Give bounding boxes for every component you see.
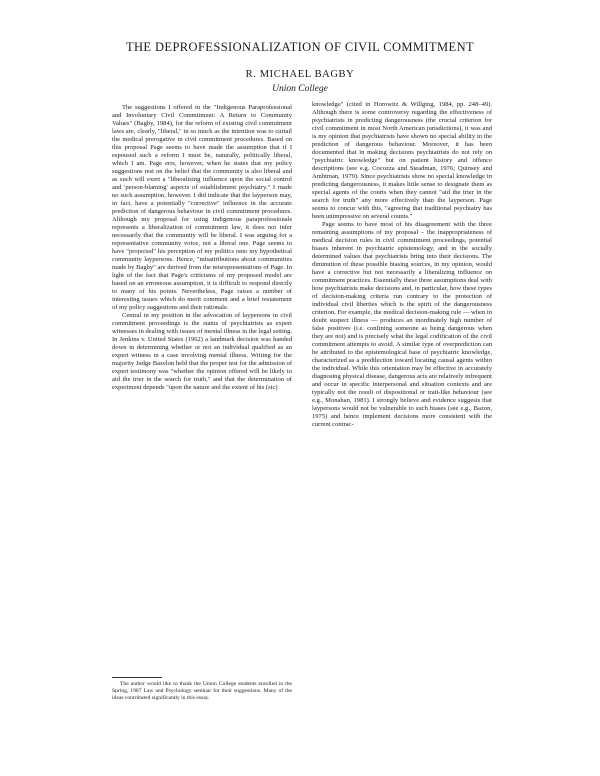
footnote-text: The author would like to thank the Union College students enrolled in the Spring, 1987 Law and Psychology seminar for their suggestions. Many of the ideas contributed significantly in this essay. (112, 681, 292, 701)
paragraph: The suggestions I offered in the "Indigenous Paraprofessional and Involuntary Civil Commitment: A Return to Community Values" (Bagby, 1984), for the reform of existing civil commitment laws are, clearly, "liberal," in so much as the intention was to curtail the medical prerogative in civil commitment procedures. Based on this proposal Page seems to have made the assumption that if I espoused such a reform I must be, naturally, politically liberal, which I am. Page errs, however, when he states that my policy suggestions rest on the belief that the community is also liberal and as such will exert a "liberalizing influence upon the social control and 'person-blaming' aspects of establishment psychiatry." I made no such assumption, however. I did indicate that the layperson may, in fact, have a potentially "corrective" influence in the accurate prediction of dangerous behaviour in civil commitment procedures. Although my proposal for using indigenous paraprofessionals represents a liberalization of commitment law, it does not infer necessarily that the community will be liberal. I was arguing for a representative community voice, not a liberal one. Page seems to have "projected" his perception of my politics onto my hypothetical community laypersons. Hence, "misattributions about communities made by Bagby" are derived from the misrepresentations of Page. In light of the fact that Page's criticisms of my proposed model are based on an erroneous assumption, it is difficult to respond directly to many of his points. Nevertheless, Page raises a number of interesting issues which do merit comment and a brief restatement of my policy suggestions and their rationale. (112, 104, 292, 311)
paragraph: Page seems to have most of his disagreement with the three remaining assumptions of my proposal – the inappropriateness of medical decision rules in civil commitment proceedings, potential biases inherent in psychiatric epistemology, and in the socially determined values that psychiatrists bring into their decisions. The diminution of these possible biasing sources, in my opinion, would have a corrective but not necessarily a liberalizing influence on commitment practices. Essentially these three assumptions deal with how psychiatrists make decisions and, in particular, how these types of decision-making criteria run contrary to the protection of individual civil liberties which is the spirit of the dangerousness criterion. For example, the medical decision-making rule — when in doubt suspect illness — produces an inordinately high number of false positives (i.e. confining someone as being dangerous when they are not) and is precisely what the legal codification of the civil commitment attempts to avoid. A similar type of overprediction can be attributed to the epistemological base of psychiatric knowledge, characterized as a predilection toward locating causal agents within the individual. While this orientation may be effective in accurately diagnosing physical disease, dangerous acts are relatively infrequent and occur in specific interpersonal and situation contexts and are typically not the result of dispositional or trait-like behaviour (see e.g., Monahan, 1981). I strongly believe and evidence suggests that laypersons would not be vulnerable to such biases (see e.g., Bazon, 1975) and hence implement decisions more consistent with the current contrac- (312, 221, 492, 428)
article-title: THE DEPROFESSIONALIZATION OF CIVIL COMMITMENT (125, 40, 475, 54)
paragraph: knowledge" (cited in Horowitz & Willging, 1984, pp. 248–49). Although there is some controversy regarding the effectiveness of psychiatrists in predicting dangerousness (the crucial criterion for civil commitment in most North American jurisdictions), it was and is my opinion that psychiatrists have shown no special ability in the prediction of dangerous behaviour. Moreover, it has been documented that in making decisions psychiatrists do not rely on "psychiatric knowledge" but on patient history and offence descriptions (see e.g. Cocozza and Steadman, 1976; Quinsey and Ambtman, 1979). Since psychiatrists show no special knowledge in predicting dangerousness, it makes little sense to designate them as special agents of the courts when they cannot "aid the trier in the search for truth" any more effectively than the layperson. Page seems to concur with this, "agreeing that traditional psychiatry has been unimpressive on several counts." (312, 101, 492, 220)
footnote-divider (112, 677, 162, 678)
paragraph: Central in my position in the advocation of laypersons in civil commitment proceedings is the status of psychiatrists as expert witnesses in dealing with issues of mental illness in the legal setting. In Jenkins v. United States (1962) a landmark decision was handed down in determining whether or not an individual qualified as an expert witness in a case involving mental illness. Writing for the majority Judge Bazelon held that the proper test for the admission of expert testimony was "whether the opinion offered will be likely to aid the trier in the search for truth," and that the determination of experiment depends "upon the nature and the extent of his (sic) (112, 312, 292, 391)
right-text-column (312, 101, 492, 429)
footnote (112, 681, 292, 702)
author-affiliation: Union College (272, 84, 328, 94)
author-name: R. MICHAEL BAGBY (245, 69, 355, 80)
left-text-column (112, 104, 292, 392)
